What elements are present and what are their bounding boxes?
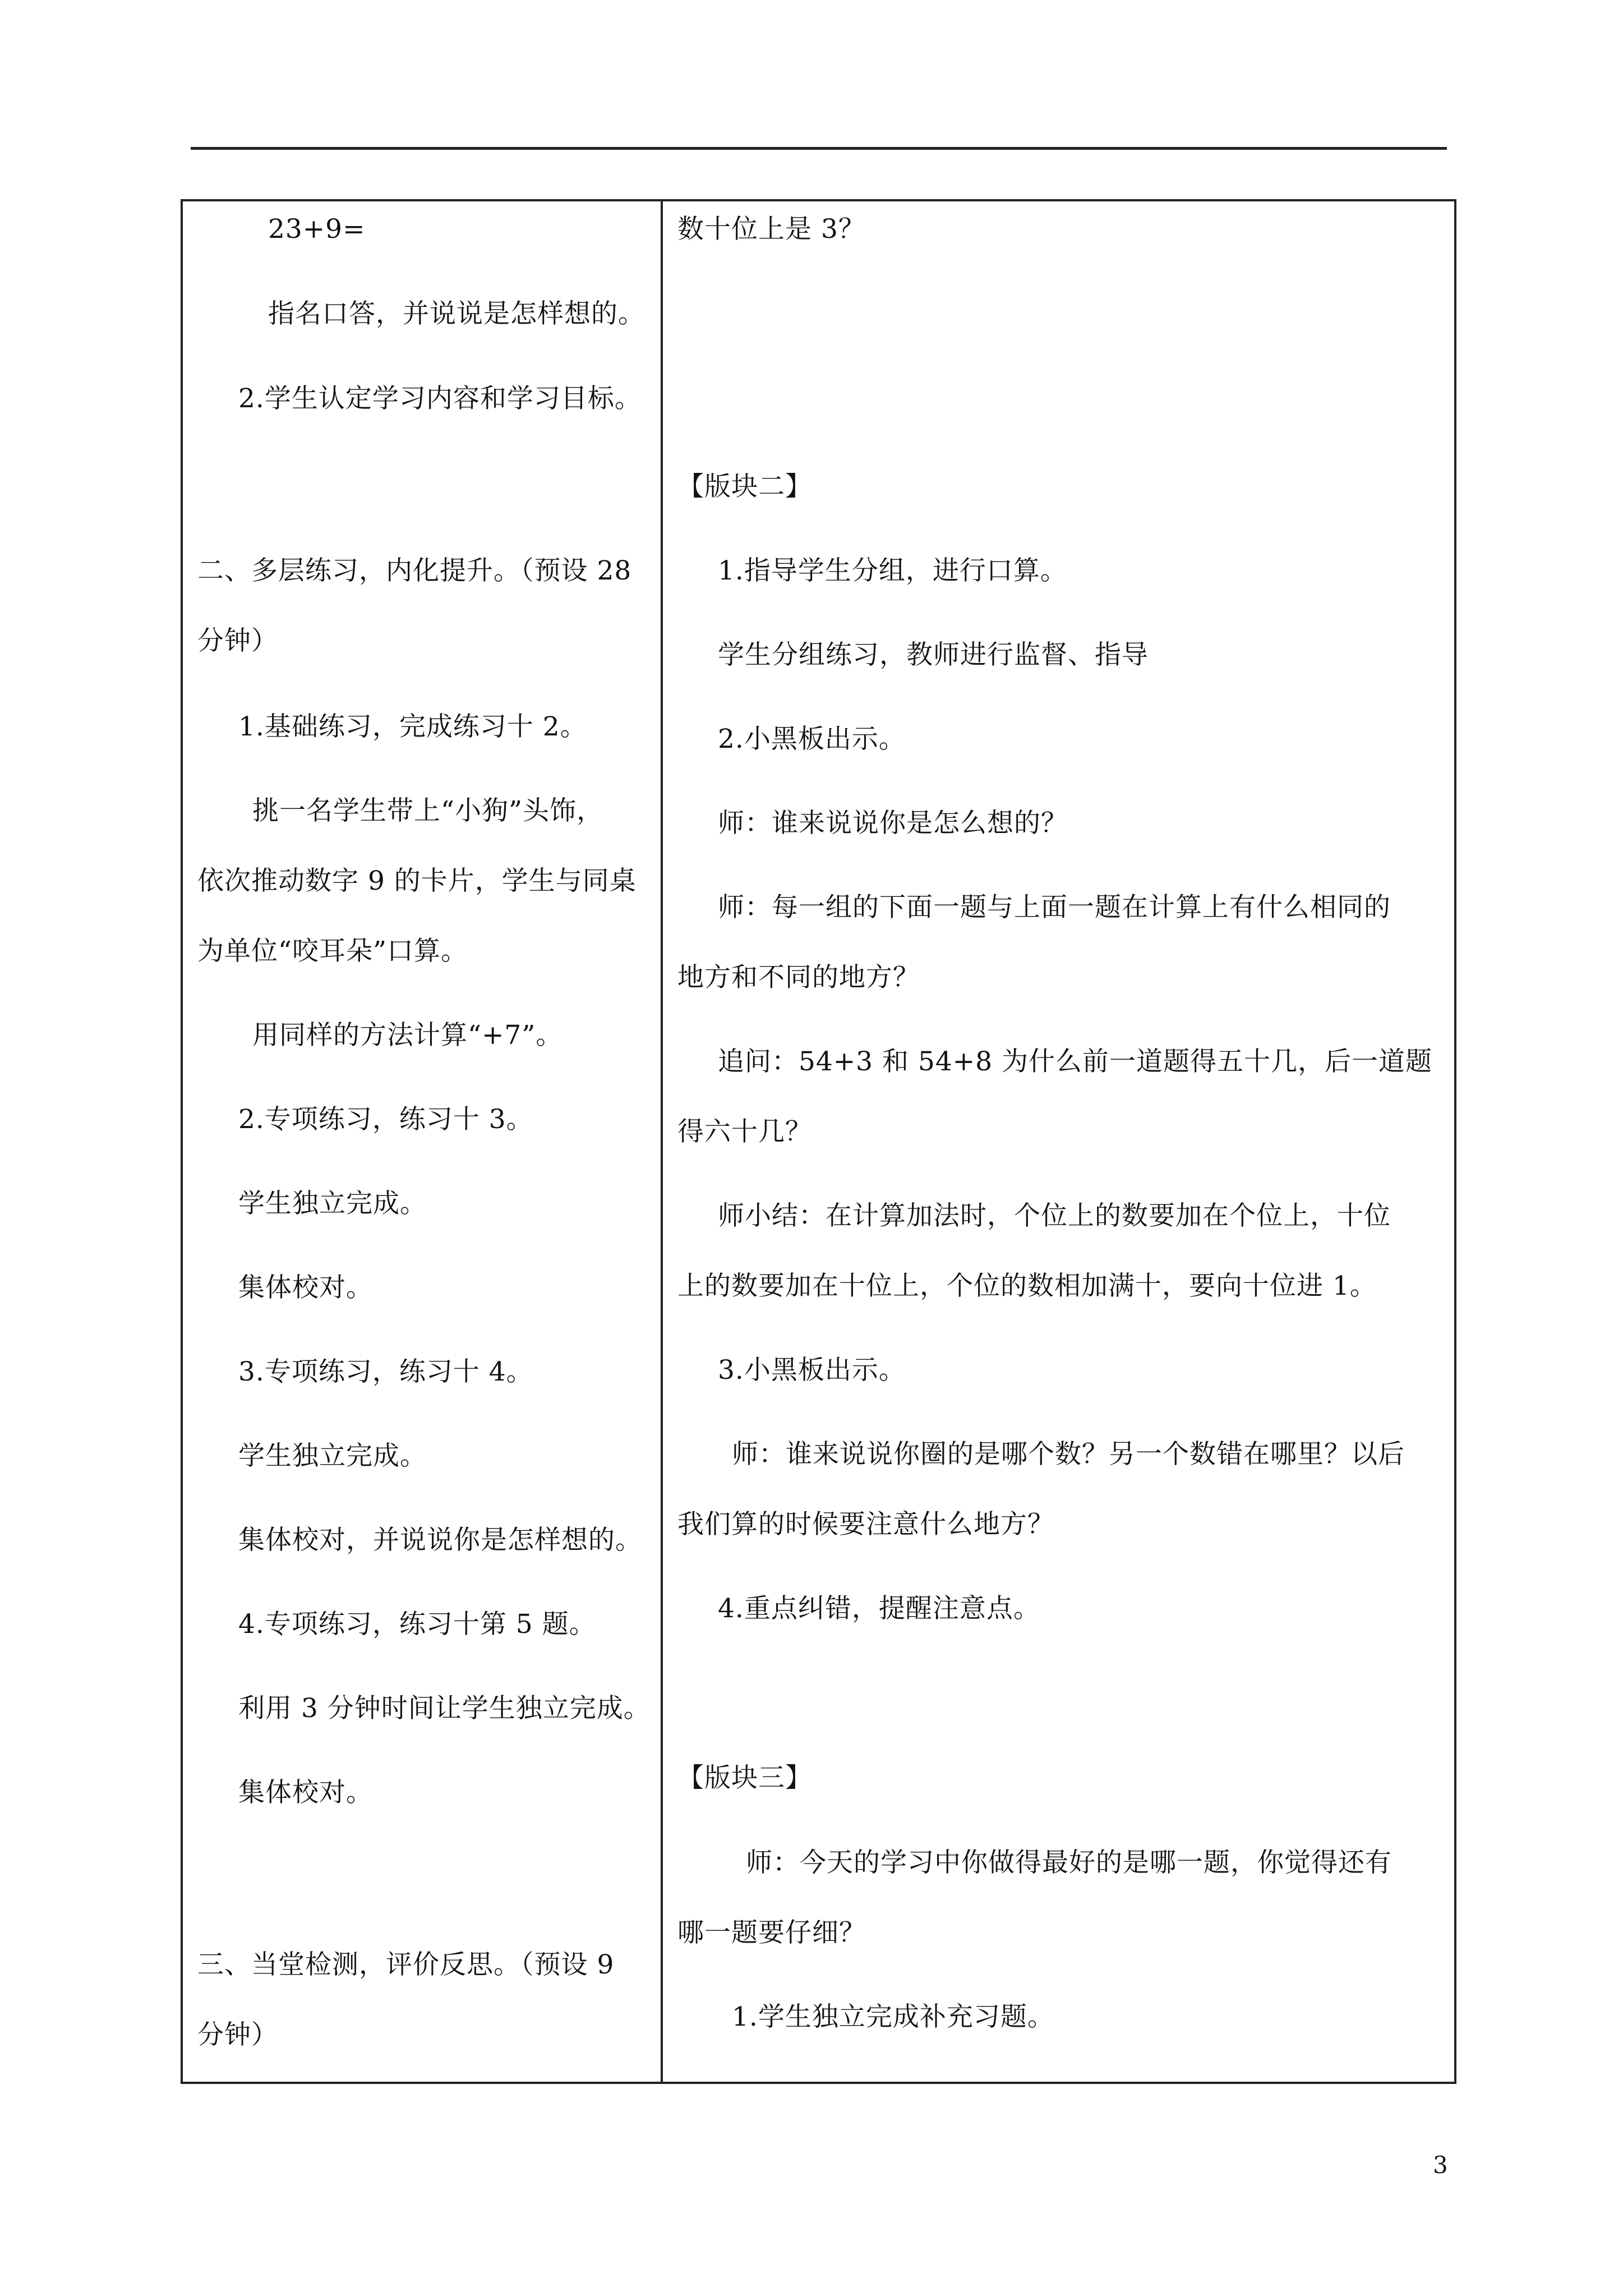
left-line-5: 分钟） <box>197 625 278 656</box>
left-line-1: 23+9= <box>268 214 366 245</box>
left-line-2: 指名口答，并说说是怎样想的。 <box>268 298 645 329</box>
left-line-18: 利用 3 分钟时间让学生独立完成。 <box>238 1693 651 1724</box>
right-line-17: 【版块三】 <box>677 1763 812 1793</box>
left-line-19: 集体校对。 <box>238 1777 373 1808</box>
right-line-2: 【版块二】 <box>677 471 812 502</box>
header-rule <box>191 147 1447 150</box>
right-line-10: 得六十几？ <box>677 1116 812 1147</box>
left-line-7: 挑一名学生带上“小狗”头饰， <box>252 795 604 826</box>
right-line-16: 4.重点纠错，提醒注意点。 <box>718 1593 1040 1624</box>
left-line-17: 4.专项练习，练习十第 5 题。 <box>238 1609 596 1640</box>
right-line-13: 3.小黑板出示。 <box>718 1355 906 1386</box>
left-line-13: 集体校对。 <box>238 1272 373 1303</box>
right-line-3: 1.指导学生分组，进行口算。 <box>718 555 1067 586</box>
right-line-7: 师：每一组的下面一题与上面一题在计算上有什么相同的 <box>718 892 1391 923</box>
right-line-11: 师小结：在计算加法时，个位上的数要加在个位上，十位 <box>718 1200 1391 1231</box>
right-line-20: 1.学生独立完成补充习题。 <box>732 2001 1054 2032</box>
left-line-9: 为单位“咬耳朵”口算。 <box>197 936 468 967</box>
page-number: 3 <box>1433 2151 1448 2179</box>
left-line-4: 二、多层练习，内化提升。（预设 28 <box>197 555 632 586</box>
right-line-12: 上的数要加在十位上，个位的数相加满十，要向十位进 1。 <box>677 1271 1377 1301</box>
left-line-3: 2.学生认定学习内容和学习目标。 <box>238 383 642 414</box>
left-line-21: 分钟） <box>197 2019 278 2050</box>
right-line-18: 师：今天的学习中你做得最好的是哪一题，你觉得还有 <box>746 1847 1392 1878</box>
left-line-8: 依次推动数字 9 的卡片，学生与同桌 <box>197 866 637 896</box>
right-line-4: 学生分组练习，教师进行监督、指导 <box>718 639 1149 670</box>
left-line-11: 2.专项练习，练习十 3。 <box>238 1104 533 1135</box>
right-line-5: 2.小黑板出示。 <box>718 724 906 754</box>
left-line-15: 学生独立完成。 <box>238 1441 427 1471</box>
left-line-12: 学生独立完成。 <box>238 1188 427 1219</box>
left-line-14: 3.专项练习，练习十 4。 <box>238 1356 533 1387</box>
right-line-15: 我们算的时候要注意什么地方？ <box>677 1509 1054 1540</box>
left-line-20: 三、当堂检测，评价反思。（预设 9 <box>197 1949 615 1980</box>
right-line-14: 师：谁来说说你圈的是哪个数？另一个数错在哪里？以后 <box>732 1439 1405 1470</box>
left-line-6: 1.基础练习，完成练习十 2。 <box>238 711 587 742</box>
right-line-19: 哪一题要仔细？ <box>677 1917 866 1948</box>
table-column-divider <box>661 199 663 2084</box>
right-line-1: 数十位上是 3？ <box>677 214 865 245</box>
right-line-8: 地方和不同的地方？ <box>677 962 920 993</box>
right-line-6: 师：谁来说说你是怎么想的？ <box>718 808 1068 839</box>
right-line-9: 追问：54+3 和 54+8 为什么前一道题得五十几，后一道题 <box>718 1046 1432 1077</box>
left-line-10: 用同样的方法计算“+7”。 <box>252 1020 563 1051</box>
left-line-16: 集体校对，并说说你是怎样想的。 <box>238 1525 642 1556</box>
